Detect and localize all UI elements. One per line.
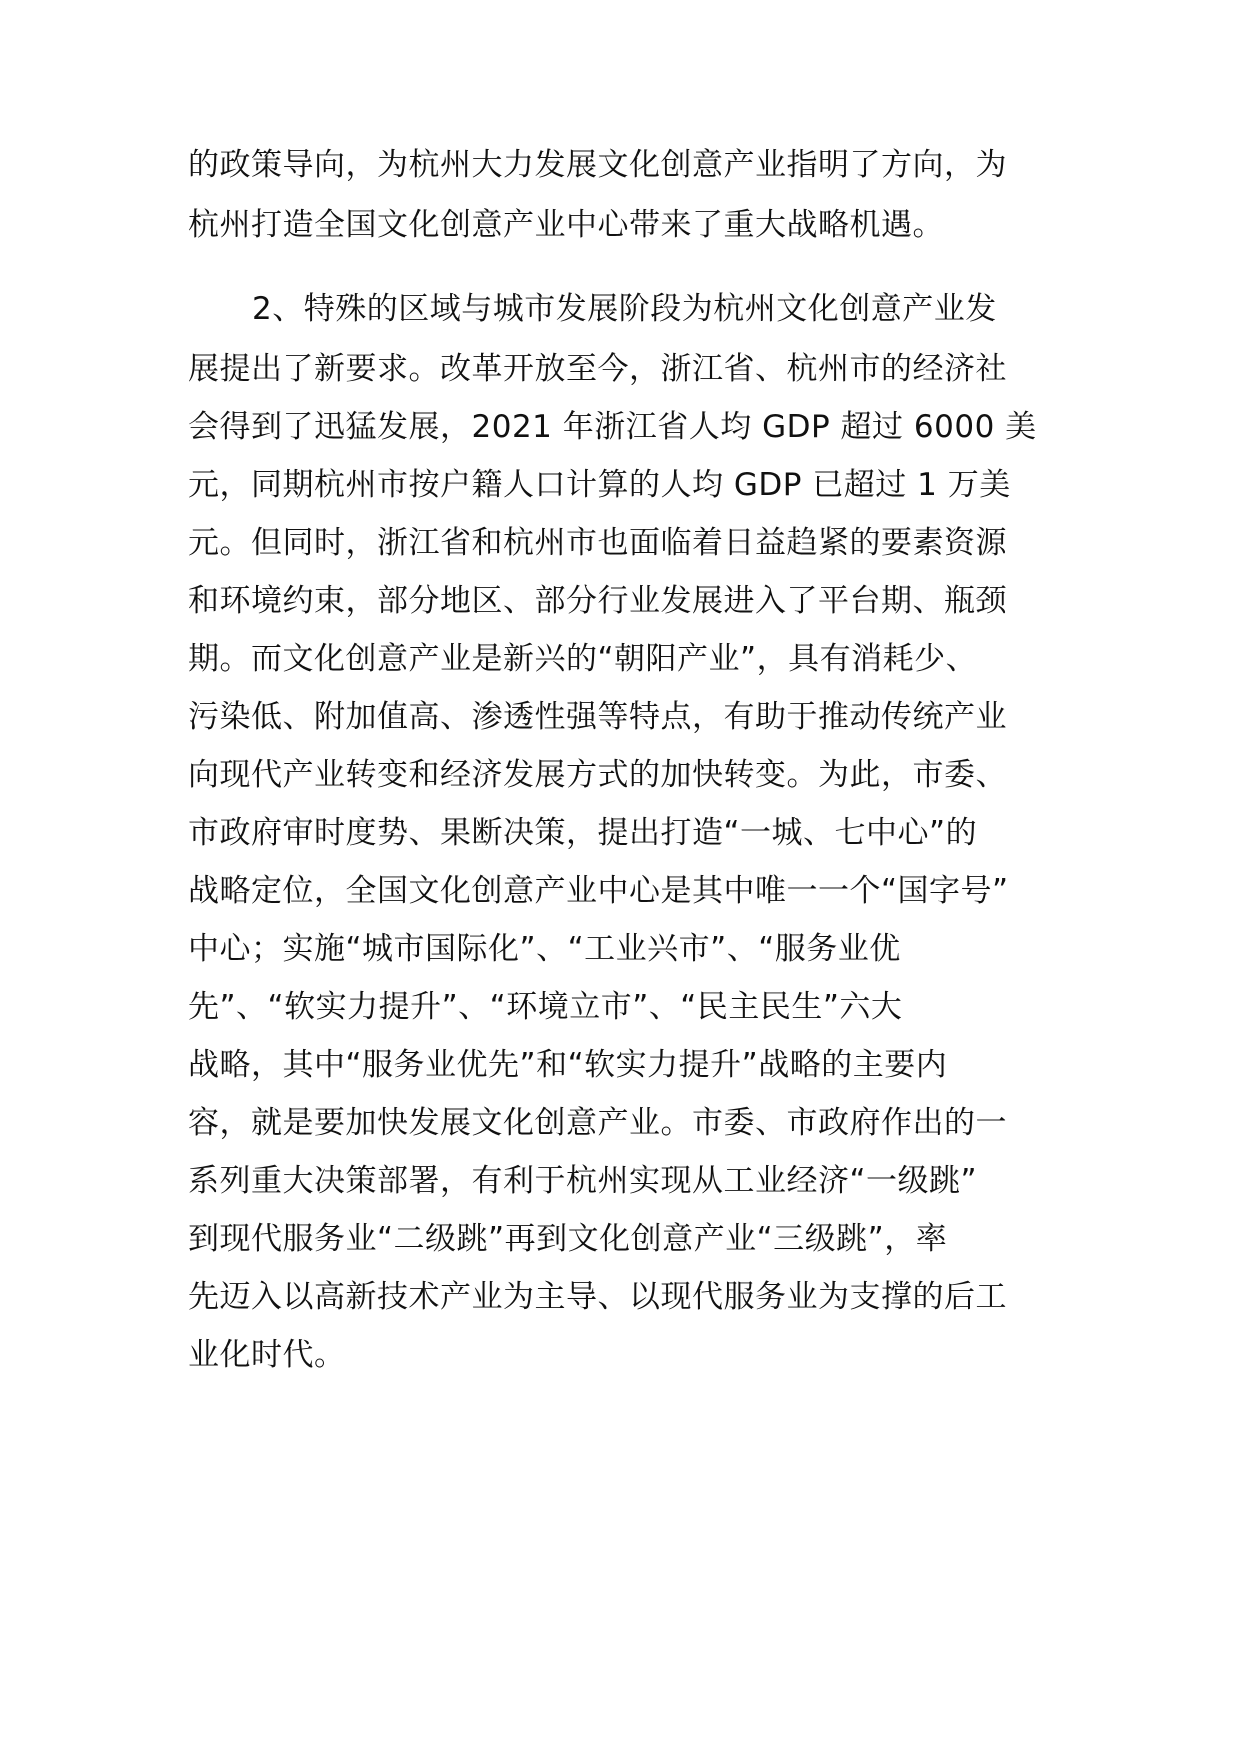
text-line: 元。但同时，浙江省和杭州市也面临着日益趋紧的要素资源: [188, 525, 1007, 561]
text-line: 容，就是要加快发展文化创意产业。市委、市政府作出的一: [188, 1105, 1007, 1141]
text-line: 市政府审时度势、果断决策，提出打造“一城、七中心”的: [188, 815, 978, 851]
text-line: 和环境约束，部分地区、部分行业发展进入了平台期、瓶颈: [188, 583, 1007, 619]
text-line: 先”、“软实力提升”、“环境立市”、“民主民生”六大: [188, 989, 903, 1025]
text-line: 污染低、附加值高、渗透性强等特点，有助于推动传统产业: [188, 699, 1007, 735]
text-line: 战略定位，全国文化创意产业中心是其中唯一一个“国字号”: [188, 873, 1009, 909]
text-line: 系列重大决策部署，有利于杭州实现从工业经济“一级跳”: [188, 1163, 978, 1199]
text-line: 战略，其中“服务业优先”和“软实力提升”战略的主要内: [188, 1047, 948, 1083]
text-line: 元，同期杭州市按户籍人口计算的人均 GDP 已超过 1 万美: [188, 467, 1011, 503]
text-line: 业化时代。: [188, 1337, 346, 1373]
text-line: 的政策导向，为杭州大力发展文化创意产业指明了方向，为: [188, 147, 1007, 183]
text-line: 到现代服务业“二级跳”再到文化创意产业“三级跳”，率: [188, 1221, 948, 1257]
paragraph-first-line: 2、特殊的区域与城市发展阶段为杭州文化创意产业发: [252, 291, 997, 327]
text-line: 展提出了新要求。改革开放至今，浙江省、杭州市的经济社: [188, 351, 1007, 387]
text-line: 杭州打造全国文化创意产业中心带来了重大战略机遇。: [188, 207, 944, 243]
text-line: 先迈入以高新技术产业为主导、以现代服务业为支撑的后工: [188, 1279, 1007, 1315]
text-line: 向现代产业转变和经济发展方式的加快转变。为此，市委、: [188, 757, 1007, 793]
text-line: 期。而文化创意产业是新兴的“朝阳产业”，具有消耗少、: [188, 641, 978, 677]
text-line: 中心；实施“城市国际化”、“工业兴市”、“服务业优: [188, 931, 901, 967]
text-line: 会得到了迅猛发展，2021 年浙江省人均 GDP 超过 6000 美: [188, 409, 1037, 445]
